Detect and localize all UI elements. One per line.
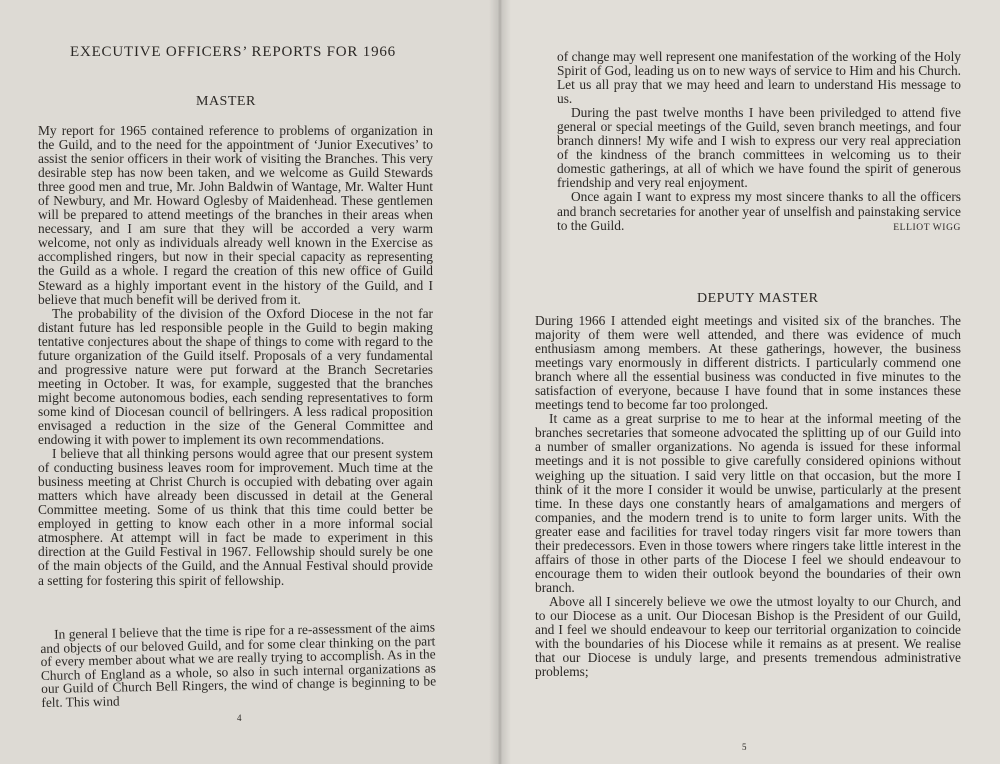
deputy-master-report-body (535, 314, 961, 679)
paragraph: During the past twelve months I have been priviledged to attend five general or special meetings of the Guild, seven branch meetings, and four branch dinners! My wife and I wish to express our very real appreciation of the kindness of the branch committees in welcoming us to their domestic gatherings, at all of which we have found the spirit of generous friendship and very real enjoyment. (557, 105, 961, 191)
paragraph-curved (40, 620, 436, 709)
paragraph-text: Once again I want to express my most sincere thanks to all the officers and branch secretaries for another year of unselfish and painstaking service to the Guild. (557, 189, 961, 233)
left-page (0, 0, 497, 764)
paragraph: My report for 1965 contained reference to problems of organization in the Guild, and to the need for the appointment of ‘Junior Executives’ to assist the senior officers in their work of visiting the Branches. This very desirable step has now been taken, and we welcome as Guild Stewards three good men and true, Mr. John Baldwin of Wantage, Mr. Walter Hunt of Newbury, and Mr. Howard Oglesby of Maidenhead. These gentlemen will be prepared to attend meetings of the branches in their areas when necessary, and I am sure that they will be accorded a very warm welcome, not only as individuals already well known in the Exercise as accomplished ringers, but now in their special capacity as representing the Guild as a whole. I regard the creation of this new office of Guild Steward as a highly important event in the history of the Guild, and I believe that much benefit will be derived from it. (38, 123, 433, 307)
master-report-continued (557, 50, 961, 235)
paragraph: In general I believe that the time is ripe for a re-assessment of the aims and objects of our beloved Guild, and for some clear thinking on the part of every member about what we are really trying to accomplish. As in the Church of England as a whole, so also in such internal organizations as our Guild of Church Bell Ringers, the wind of change is beginning to be felt. This wind (40, 619, 437, 710)
right-page (499, 0, 1000, 764)
book-gutter (489, 0, 511, 764)
paragraph: It came as a great surprise to me to hear at the informal meeting of the branches secretaries that someone advocated the splitting up of our Guild into a number of smaller organizations. No agenda is issued for these informal meetings and it is not possible to give carefully considered opinions without weighing up the situation. I said very little on that occasion, but the more I think of it the more I consider it would be unwise, particularly at the present time. In these days one constantly hears of amalgamations and mergers of companies, and the modern trend is to unite to form larger units. With the greater ease and facilities for travel today ringers visit far more towers than their predecessors. Even in those towers where ringers take little interest in the affairs of those in other parts of the Diocese I feel we should endeavour to encourage them to widen their outlook beyond the boundaries of their own branch. (535, 411, 961, 595)
page-number: 4 (237, 713, 242, 723)
section-heading-deputy-master: DEPUTY MASTER (697, 291, 819, 306)
paragraph: of change may well represent one manifestation of the working of the Holy Spirit of God, leading us on to new ways of service to Him and his Church. Let us all pray that we may heed and learn to understand His message to us. (557, 49, 961, 107)
paragraph: Above all I sincerely believe we owe the utmost loyalty to our Church, and to our Diocese as a unit. Our Diocesan Bishop is the President of our Guild, and I feel we should endeavour to keep our territorial organization to coincide with the boundaries of his Diocese while it remains as at present. We realise that our Diocese is unduly large, and presents tremendous administrative problems; (535, 593, 961, 680)
page-title: EXECUTIVE OFFICERS’ REPORTS FOR 1966 (70, 44, 396, 60)
paragraph: During 1966 I attended eight meetings and visited six of the branches. The majority of them were well attended, and there was evidence of much enthusiasm among members. At these gatherings, however, the business meetings vary enormously in different districts. I particularly commend one branch where all the essential business was conducted in five minutes to the satisfaction of everyone, because I have found that in some instances these meetings tend to become far too prolonged. (535, 313, 961, 413)
paragraph: The probability of the division of the Oxford Diocese in the not far distant future has led responsible people in the Guild to begin making tentative conjectures about the shape of things to come with regard to the future organization of the Guild itself. Proposals of a very fundamental and progressive nature were put forward at the Branch Secretaries meeting in October. It was, for example, suggested that the branches might become autonomous bodies, each sending representatives to form some kind of Diocesan council of bellringers. A less radical proposition envisaged a reduction in the size of the General Committee and endowing it with power to implement its own recommendations. (38, 305, 433, 448)
section-heading-master: MASTER (196, 94, 256, 109)
paragraph (557, 190, 961, 232)
paragraph: I believe that all thinking persons would agree that our present system of conducting business leaves room for improvement. Much time at the business meeting at Christ Church is occupied with debating over again matters which have already been discussed in detail at the General Committee meeting. Some of us think that this time could better be employed in getting to know each other in a more informal social atmosphere. At attempt will in fact be made to experiment in this direction at the Guild Festival in 1967. Fellowship should surely be one of the main objects of the Guild, and the Annual Festival should provide a setting for fostering this spirit of fellowship. (38, 446, 433, 588)
master-report-body (38, 124, 433, 588)
signature: ELLIOT WIGG (893, 222, 961, 233)
page-number: 5 (742, 742, 747, 752)
